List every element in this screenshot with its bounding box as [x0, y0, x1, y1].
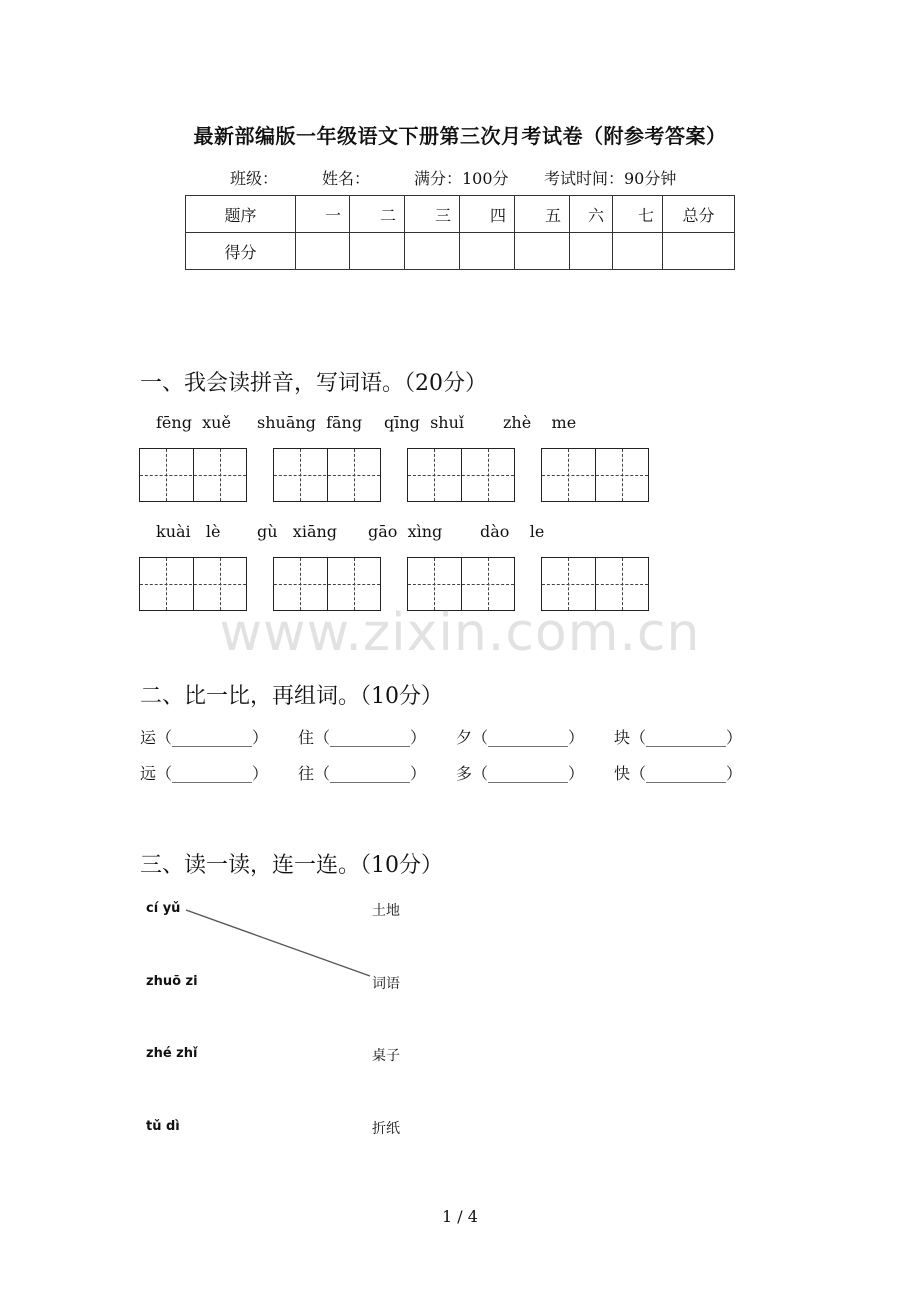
connection-line [186, 910, 370, 976]
match-right-word[interactable]: 折纸 [372, 1121, 400, 1137]
pinyin-label: dào le [480, 522, 545, 541]
compare-blank[interactable]: （__________） [314, 728, 427, 747]
match-left-pinyin[interactable]: tǔ dì [146, 1119, 180, 1134]
score-header-cell: 三 [405, 196, 460, 233]
compare-blank[interactable]: （__________） [630, 764, 743, 783]
score-header-cell: 一 [296, 196, 350, 233]
section2-heading: 二、比一比，再组词。（10分） [140, 684, 443, 709]
compare-char: 块 [614, 728, 631, 747]
compare-blank[interactable]: （__________） [156, 764, 269, 783]
score-header-cell: 题序 [186, 196, 296, 233]
pinyin-label: fēng xuě [156, 413, 231, 432]
compare-char: 快 [614, 764, 631, 783]
score-header-cell: 七 [613, 196, 663, 233]
name-label: 姓名： [322, 169, 371, 188]
compare-char: 运 [140, 728, 157, 747]
pinyin-label: zhè me [503, 413, 577, 432]
match-left-pinyin[interactable]: zhé zhǐ [146, 1046, 198, 1061]
compare-char: 往 [298, 764, 315, 783]
pinyin-label: qīng shuǐ [384, 413, 465, 432]
exam-time: 考试时间：90分钟 [544, 169, 677, 188]
match-right-word[interactable]: 桌子 [372, 1048, 400, 1064]
compare-char: 远 [140, 764, 157, 783]
class-label: 班级： [230, 169, 279, 188]
score-header-cell: 四 [460, 196, 515, 233]
match-right-word[interactable]: 土地 [372, 903, 400, 919]
score-row-label: 得分 [186, 233, 296, 270]
score-header-cell: 六 [570, 196, 613, 233]
compare-blank[interactable]: （__________） [314, 764, 427, 783]
compare-char: 多 [456, 764, 473, 783]
match-right-word[interactable]: 词语 [372, 976, 400, 992]
pinyin-label: kuài lè [156, 522, 221, 541]
match-left-pinyin[interactable]: cí yǔ [146, 901, 181, 916]
section3-heading: 三、读一读，连一连。（10分） [140, 853, 443, 878]
pinyin-label: gù xiāng [257, 522, 338, 541]
score-header-cell: 五 [515, 196, 570, 233]
pinyin-label: shuāng fāng [257, 413, 363, 432]
compare-blank[interactable]: （__________） [630, 728, 743, 747]
compare-char: 住 [298, 728, 315, 747]
compare-blank[interactable]: （__________） [156, 728, 269, 747]
score-header-cell: 总分 [663, 196, 735, 233]
score-header-cell: 二 [350, 196, 405, 233]
page-number: 1 / 4 [442, 1207, 478, 1226]
section1-heading: 一、我会读拼音，写词语。（20分） [140, 371, 487, 396]
compare-blank[interactable]: （__________） [472, 764, 585, 783]
exam-title: 最新部编版一年级语文下册第三次月考试卷（附参考答案） [193, 124, 727, 148]
compare-blank[interactable]: （__________） [472, 728, 585, 747]
full-score: 满分：100分 [414, 169, 509, 188]
watermark: www.zixin.com.cn [219, 603, 701, 663]
match-left-pinyin[interactable]: zhuō zi [146, 974, 198, 989]
compare-char: 夕 [456, 728, 473, 747]
pinyin-label: gāo xìng [368, 522, 443, 541]
